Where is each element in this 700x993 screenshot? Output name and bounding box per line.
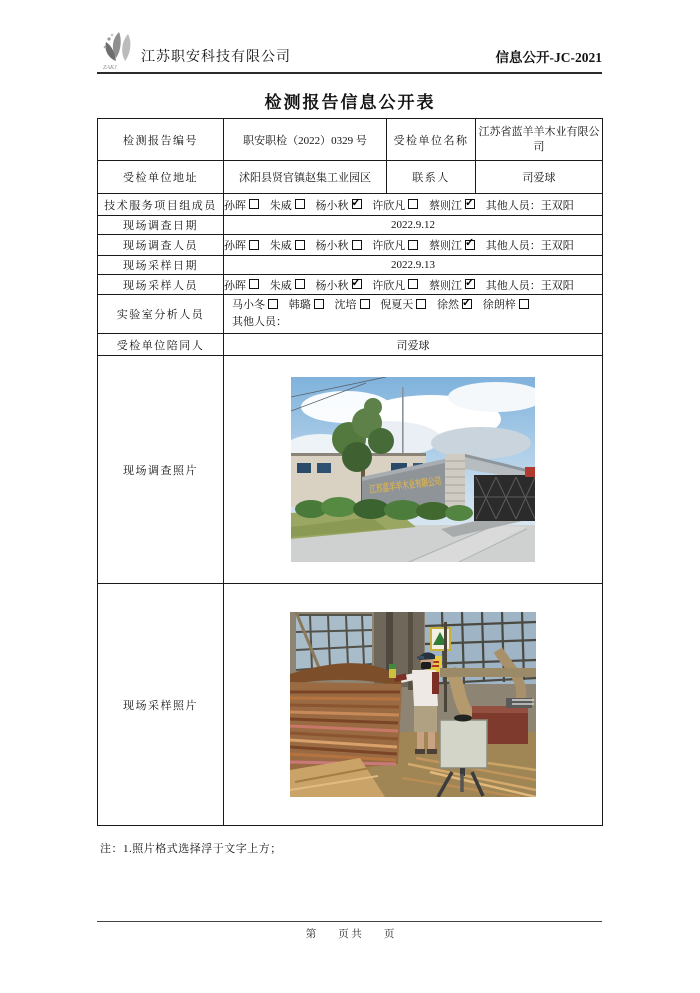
checkbox-icon [249,240,259,250]
survey-photo-cell [224,356,603,584]
survey-date-label: 现场调查日期 [98,216,224,235]
contact-value: 司爱球 [476,161,603,194]
table-row [98,119,603,161]
tech-crew-members [224,194,603,216]
contact-label: 联系人 [387,161,476,194]
checkbox-icon [268,299,278,309]
checkbox-icon [408,240,418,250]
other-members-value: 王双阳 [540,279,574,292]
member-name: 徐然 [437,299,459,311]
member-name: 朱威 [269,279,292,292]
checkbox-icon [519,299,529,309]
table-row [98,584,603,826]
lab-crew-members [224,295,603,334]
checkbox-icon [465,240,475,250]
checkbox-icon [462,299,472,309]
org-name-value: 江苏省蓝羊羊木业有限公司 [476,119,603,161]
page-header [97,28,602,72]
member-name: 徐朗梓 [482,299,516,311]
checkbox-icon [249,279,259,289]
sampling-date-label: 现场采样日期 [98,256,224,275]
org-addr-value: 沭阳县贤官镇赵集工业园区 [224,161,387,194]
other-members-label: 其他人员： [485,279,541,292]
member-name: 孙晖 [224,199,246,212]
header-rule [97,72,602,74]
page-number-part: 页 [383,929,395,940]
member-name: 蔡则江 [429,240,462,252]
survey-date-value: 2022.9.12 [224,216,603,235]
checkbox-icon [295,279,305,289]
other-members-label: 其他人员： [485,240,541,252]
sampling-photo-cell [224,584,603,826]
survey-crew-label: 现场调查人员 [98,235,224,256]
member-name: 杨小秋 [315,279,349,292]
checkbox-icon [352,240,362,250]
factory-sampling-photo [290,612,536,797]
factory-sign-text: 江苏蓝羊羊木业有限公司 [369,471,480,496]
table-row [98,216,603,235]
member-name: 许欣凡 [372,240,406,252]
footer-rule [97,921,602,922]
member-name: 韩璐 [288,299,311,311]
page-title: 检测报告信息公开表 [264,93,436,112]
table-row [98,295,603,334]
table-row [98,275,603,295]
company-name: 江苏职安科技有限公司 [141,50,291,65]
table-row [98,356,603,584]
other-members-value: 王双阳 [540,240,574,252]
checkbox-icon [295,199,305,209]
page-number-part: 页 共 [338,929,362,940]
member-name: 朱威 [269,199,292,212]
member-name: 朱威 [269,240,292,252]
table-row [98,235,603,256]
member-name: 沈培 [334,299,357,311]
report-no-value: 职安职检（2022）0329 号 [224,119,387,161]
member-name: 蔡则江 [429,279,462,292]
member-name: 许欣凡 [372,199,406,212]
checkbox-icon [465,199,475,209]
lab-other-label: 其他人员： [232,316,287,328]
sampling-date-value: 2022.9.13 [224,256,603,275]
checkbox-icon [314,299,324,309]
checkbox-icon [295,240,305,250]
table-row [98,334,603,356]
factory-entrance-photo [291,377,535,562]
checkbox-icon [408,199,418,209]
table-row [98,194,603,216]
escort-label: 受检单位陪同人 [98,334,224,356]
page-number [0,926,700,941]
report-no-label: 检测报告编号 [98,119,224,161]
checkbox-icon [465,279,475,289]
member-name: 蔡则江 [429,199,462,212]
member-name: 许欣凡 [372,279,406,292]
sampling-photo-label: 现场采样照片 [98,584,224,826]
member-name: 孙晖 [224,240,246,252]
checkbox-icon [416,299,426,309]
table-row [98,256,603,275]
checkbox-icon [360,299,370,309]
company-logo-icon [97,30,141,72]
survey-photo-label: 现场调查照片 [98,356,224,584]
checkbox-icon [352,279,362,289]
escort-value: 司爱球 [224,334,603,356]
member-name: 马小冬 [232,299,265,311]
lab-crew-label: 实验室分析人员 [98,295,224,334]
checkbox-icon [352,199,362,209]
report-info-table [97,118,603,826]
sampling-crew-label: 现场采样人员 [98,275,224,295]
survey-crew-members [224,235,603,256]
checkbox-icon [249,199,259,209]
member-name: 杨小秋 [315,240,349,252]
page-number-part: 第 [305,929,317,940]
org-name-label: 受检单位名称 [387,119,476,161]
member-name: 孙晖 [224,279,246,292]
other-members-label: 其他人员： [485,199,541,212]
tech-crew-label: 技术服务项目组成员 [98,194,224,216]
table-row [98,161,603,194]
org-addr-label: 受检单位地址 [98,161,224,194]
member-name: 杨小秋 [315,199,349,212]
doc-code: 信息公开-JC-2021 [495,50,602,65]
logo-caption: ZAKJ [103,65,117,71]
other-members-value: 王双阳 [540,199,574,212]
member-name: 倪夏天 [380,299,414,311]
checkbox-icon [408,279,418,289]
footnote: 注：1.照片格式选择浮于文字上方； [100,843,282,855]
sampling-crew-members [224,275,603,295]
